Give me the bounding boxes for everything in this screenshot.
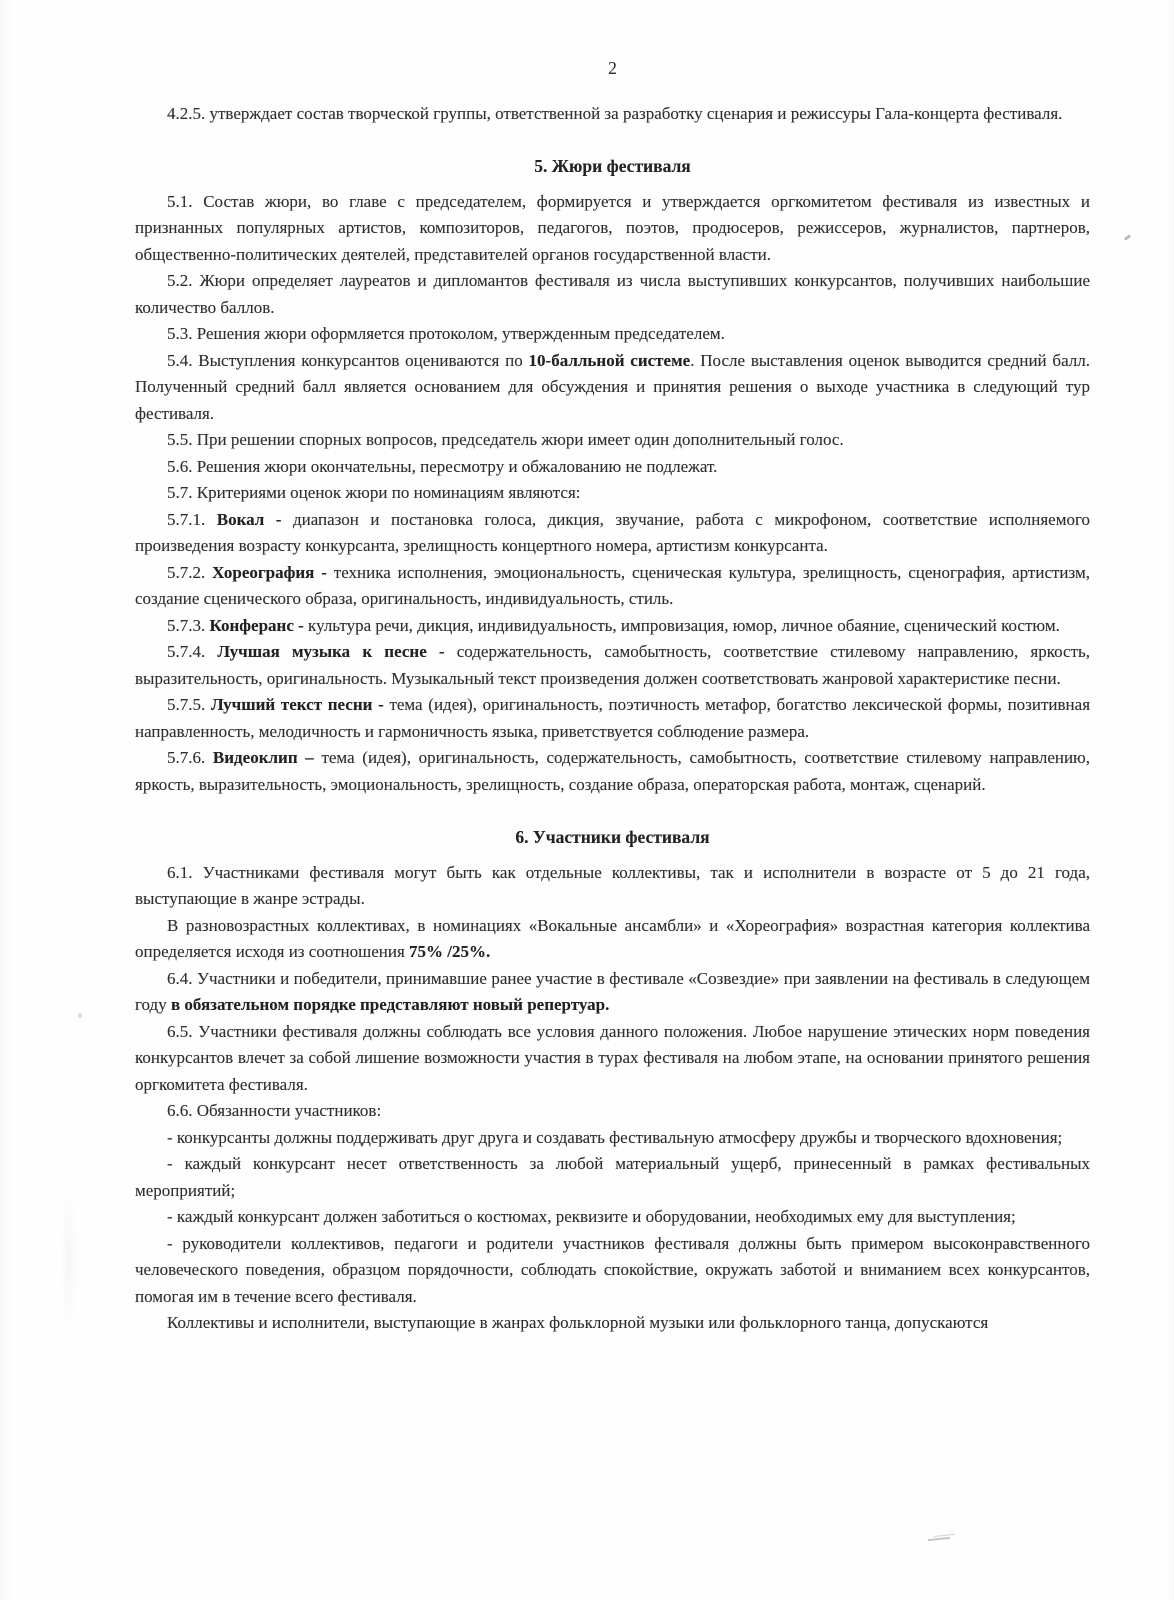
section-heading (135, 824, 1090, 851)
paragraph (135, 1019, 1090, 1099)
paragraph (135, 860, 1090, 913)
text-run: - конкурсанты должны поддерживать друг друга и создавать фестивальную атмосферу дружбы и творческого вдохновения; (167, 1127, 1063, 1147)
bold-text-run: Лучший текст песни - (210, 695, 384, 714)
text-run: 5.6. Решения жюри окончательны, пересмотру и обжалованию не подлежат. (167, 456, 718, 476)
text-run: 5.7.2. (167, 562, 213, 582)
text-run: 5.7.6. (167, 748, 213, 767)
text-run: 5.1. Состав жюри, во главе с председателем, формируется и утверждается оргкомитетом фестиваля из известных и признанных популярных артистов, композиторов, педагогов, поэтов, продюсеров, режиссеров, журналистов, партнеров, общественно-политических деятелей, представителей органов государственной власти. (135, 191, 1090, 264)
document-content (135, 55, 1090, 1337)
text-run: 5.7.4. (167, 642, 218, 661)
text-run: 5.3. Решения жюри оформляется протоколом, утвержденным председателем. (167, 324, 725, 343)
text-run: содержательность, самобытность, соответствие стилевому направлению, яркость, выразительность, оригинальность. Музыкальный текст произведения должен соответствовать жанровой характеристике песни. (135, 642, 1090, 688)
text-run: 4.2.5. утверждает состав творческой группы, ответственной за разработку сценария и режиссуры Гала-концерта фестиваля. (167, 103, 1063, 123)
bold-text-run: 6. Участники фестиваля (515, 827, 710, 847)
paragraph (135, 480, 1090, 507)
scan-artifact (928, 1537, 950, 1541)
text-run: тема (идея), оригинальность, содержательность, самобытность, соответствие стилевому направлению, яркость, выразительность, эмоциональность, зрелищность, создание образа, операторская работа, монтаж, сценарий. (135, 748, 1091, 794)
paragraph (135, 427, 1090, 454)
text-run: В разновозрастных коллективах, в номинациях «Вокальные ансамбли» и «Хореография» возрастная категория коллектива определяется исходя из соотношения (135, 915, 1090, 961)
bold-text-run: 75% /25%. (409, 942, 491, 961)
paragraph (135, 321, 1090, 348)
paragraph (135, 189, 1090, 269)
text-run: . После выставления оценок выводится средний балл. Полученный средний балл является основанием для обсуждения и принятия решения о выходе участника в следующий тур фестиваля. (135, 350, 1090, 423)
text-run: 5.4. Выступления конкурсантов оцениваются по (167, 350, 529, 370)
text-run: - каждый конкурсант несет ответственность за любой материальный ущерб, принесенный в рамках фестивальных мероприятий; (135, 1154, 1090, 1200)
paragraph (135, 268, 1090, 321)
text-run: 6.4. Участники и победители, принимавшие ранее участие в фестивале «Созвездие» при заявлении на фестиваль в следующем году (135, 968, 1090, 1014)
paragraph (135, 745, 1090, 798)
text-run: техника исполнения, эмоциональность, сценическая культура, зрелищность, сценография, артистизм, создание сценического образа, оригинальность, индивидуальность, стиль. (135, 562, 1090, 608)
bold-text-run: Хореография - (212, 562, 327, 582)
text-run: 5.7.3. (167, 615, 210, 635)
text-run: диапазон и постановка голоса, дикция, звучание, работа с микрофоном, соответствие исполняемого произведения возрасту конкурсанта, зрелищность концертного номера, артистизм конкурсанта. (135, 509, 1091, 555)
scan-artifact (60, 1180, 78, 1340)
bold-text-run: Лучшая музыка к песне - (217, 642, 445, 661)
text-run: Коллективы и исполнители, выступающие в жанрах фольклорной музыки или фольклорного танца, допускаются (167, 1313, 989, 1332)
text-run: тема (идея), оригинальность, поэтичность метафор, богатство лексической формы, позитивная направленность, мелодичность и гармоничность языка, приветствуется соблюдение размера. (135, 695, 1091, 741)
paragraph (135, 1125, 1090, 1152)
document-body (135, 101, 1090, 1337)
text-run: 6.5. Участники фестиваля должны соблюдать все условия данного положения. Любое нарушение этических норм поведения конкурсантов влечет за собой лишение возможности участия в турах фестиваля на любом этапе, на основании принятого решения оргкомитета фестиваля. (135, 1021, 1090, 1094)
bold-text-run: Конферанс - (209, 615, 304, 635)
text-run: 5.2. Жюри определяет лауреатов и дипломантов фестиваля из числа выступивших конкурсантов, получивших наибольшие количество баллов. (135, 271, 1090, 317)
text-run: 5.7.5. (167, 695, 211, 714)
text-run: - каждый конкурсант должен заботиться о костюмах, реквизите и оборудовании, необходимых ему для выступления; (167, 1207, 1016, 1226)
text-run: 5.5. При решении спорных вопросов, председатель жюри имеет один дополнительный голос. (167, 430, 844, 449)
paragraph (135, 613, 1090, 640)
paragraph (135, 1204, 1090, 1231)
text-run: 6.1. Участниками фестиваля могут быть как отдельные коллективы, так и исполнители в возрасте от 5 до 21 года, выступающие в жанре эстрады. (135, 862, 1090, 908)
paragraph (135, 507, 1090, 560)
bold-text-run: в обязательном порядке представляют новый репертуар. (170, 995, 610, 1014)
paragraph (135, 692, 1090, 745)
bold-text-run: Видеоклип – (212, 748, 314, 767)
paragraph (135, 639, 1090, 692)
text-run: - руководители коллективов, педагоги и родители участников фестиваля должны быть примером высоконравственного человеческого поведения, образцом порядочности, соблюдать спокойствие, окружать заботой и вниманием всех конкурсантов, помогая им в течение всего фестиваля. (135, 1233, 1090, 1306)
text-run: 5.7.1. (167, 509, 217, 529)
paragraph (135, 913, 1090, 966)
paragraph (135, 1310, 1090, 1337)
paragraph (135, 1231, 1090, 1311)
paragraph (135, 348, 1090, 428)
scan-artifact (78, 1013, 82, 1018)
text-run: 6.6. Обязанности участников: (167, 1101, 382, 1120)
bold-text-run: Вокал - (216, 509, 282, 529)
paragraph (135, 101, 1090, 128)
section-heading (135, 153, 1090, 180)
scan-artifact (1124, 234, 1131, 240)
text-run: культура речи, дикция, индивидуальность, импровизация, юмор, личное обаяние, сценический костюм. (303, 615, 1060, 635)
paragraph (135, 1151, 1090, 1204)
paragraph (135, 1098, 1090, 1125)
bold-text-run: 10-балльной системе (528, 350, 691, 370)
paragraph (135, 560, 1090, 613)
bold-text-run: 5. Жюри фестиваля (534, 156, 691, 176)
page-number: 2 (608, 58, 617, 78)
paragraph (135, 966, 1090, 1019)
paragraph (135, 454, 1090, 481)
text-run: 5.7. Критериями оценок жюри по номинациям являются: (167, 483, 581, 502)
